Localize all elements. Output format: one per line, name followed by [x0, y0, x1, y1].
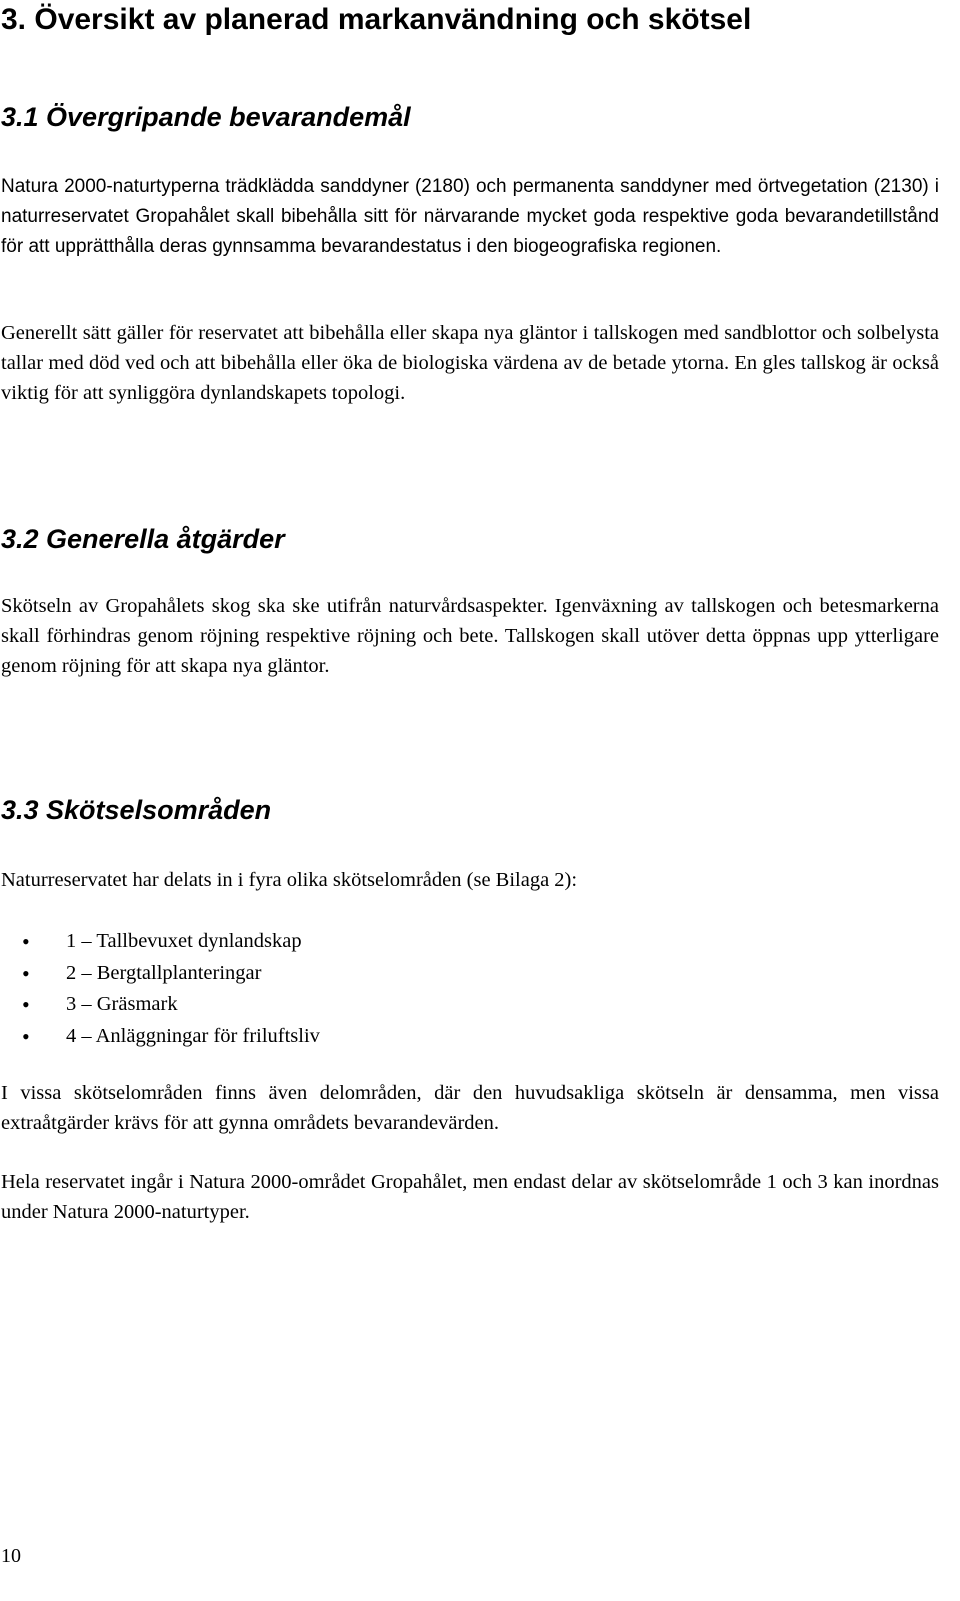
section-title: 3. Översikt av planerad markanvändning och skötsel: [1, 3, 752, 36]
section-3-3-paragraph-2: Hela reservatet ingår i Natura 2000-området Gropahålet, men endast delar av skötselområde 1 och 3 kan inordnas under Natura 2000-naturtyper.: [1, 1171, 939, 1223]
section-3-3-intro: Naturreservatet har delats in i fyra olika skötselområden (se Bilaga 2):: [1, 869, 578, 891]
list-item-text: 2 – Bergtallplanteringar: [66, 961, 262, 984]
section-3-3-paragraph-1: I vissa skötselområden finns även delområden, där den huvudsakliga skötseln är densamma, men vissa extraåtgärder krävs för att gynna områdets bevarandevärden.: [1, 1082, 939, 1134]
bullet-icon: •: [22, 992, 30, 1017]
section-3-2-heading: 3.2 Generella åtgärder: [1, 524, 285, 554]
section-3-1-paragraph-2: Generellt sätt gäller för reservatet att bibehålla eller skapa nya gläntor i tallskogen med sandblottor och solbelysta tallar med död ved och att bibehålla eller öka de biologiska värdena av de betade ytorna. En gles tallskog är också viktig för att synliggöra dynlandskapets topologi.: [1, 322, 939, 404]
bullet-icon: •: [22, 1023, 30, 1049]
list-item-text: 1 – Tallbevuxet dynlandskap: [66, 930, 302, 952]
section-3-1-heading: 3.1 Övergripande bevarandemål: [1, 102, 411, 132]
list-item-text: 3 – Gräsmark: [66, 993, 178, 1015]
section-3-3-heading: 3.3 Skötselsområden: [1, 795, 272, 825]
page-number: 10: [1, 1545, 21, 1567]
bullet-icon: •: [22, 960, 30, 986]
list-item-text: 4 – Anläggningar för friluftsliv: [66, 1024, 320, 1047]
bullet-icon: •: [22, 929, 30, 954]
section-3-1-paragraph-1: Natura 2000-naturtyperna trädklädda sanddyner (2180) och permanenta sanddyner med örtvegetation (2130) i naturreservatet Gropahålet skall bibehålla sitt för närvarande mycket goda respektive goda bevarandetillstånd för att upprätthålla deras gynnsamma bevarandestatus i den biogeografiska regionen.: [1, 176, 939, 257]
section-3-2-paragraph: Skötseln av Gropahålets skog ska ske utifrån naturvårdsaspekter. Igenväxning av tallskogen och betesmarkerna skall förhindras genom röjning respektive röjning och bete. Tallskogen skall utöver detta öppnas upp ytterligare genom röjning för att skapa nya gläntor.: [1, 595, 939, 677]
